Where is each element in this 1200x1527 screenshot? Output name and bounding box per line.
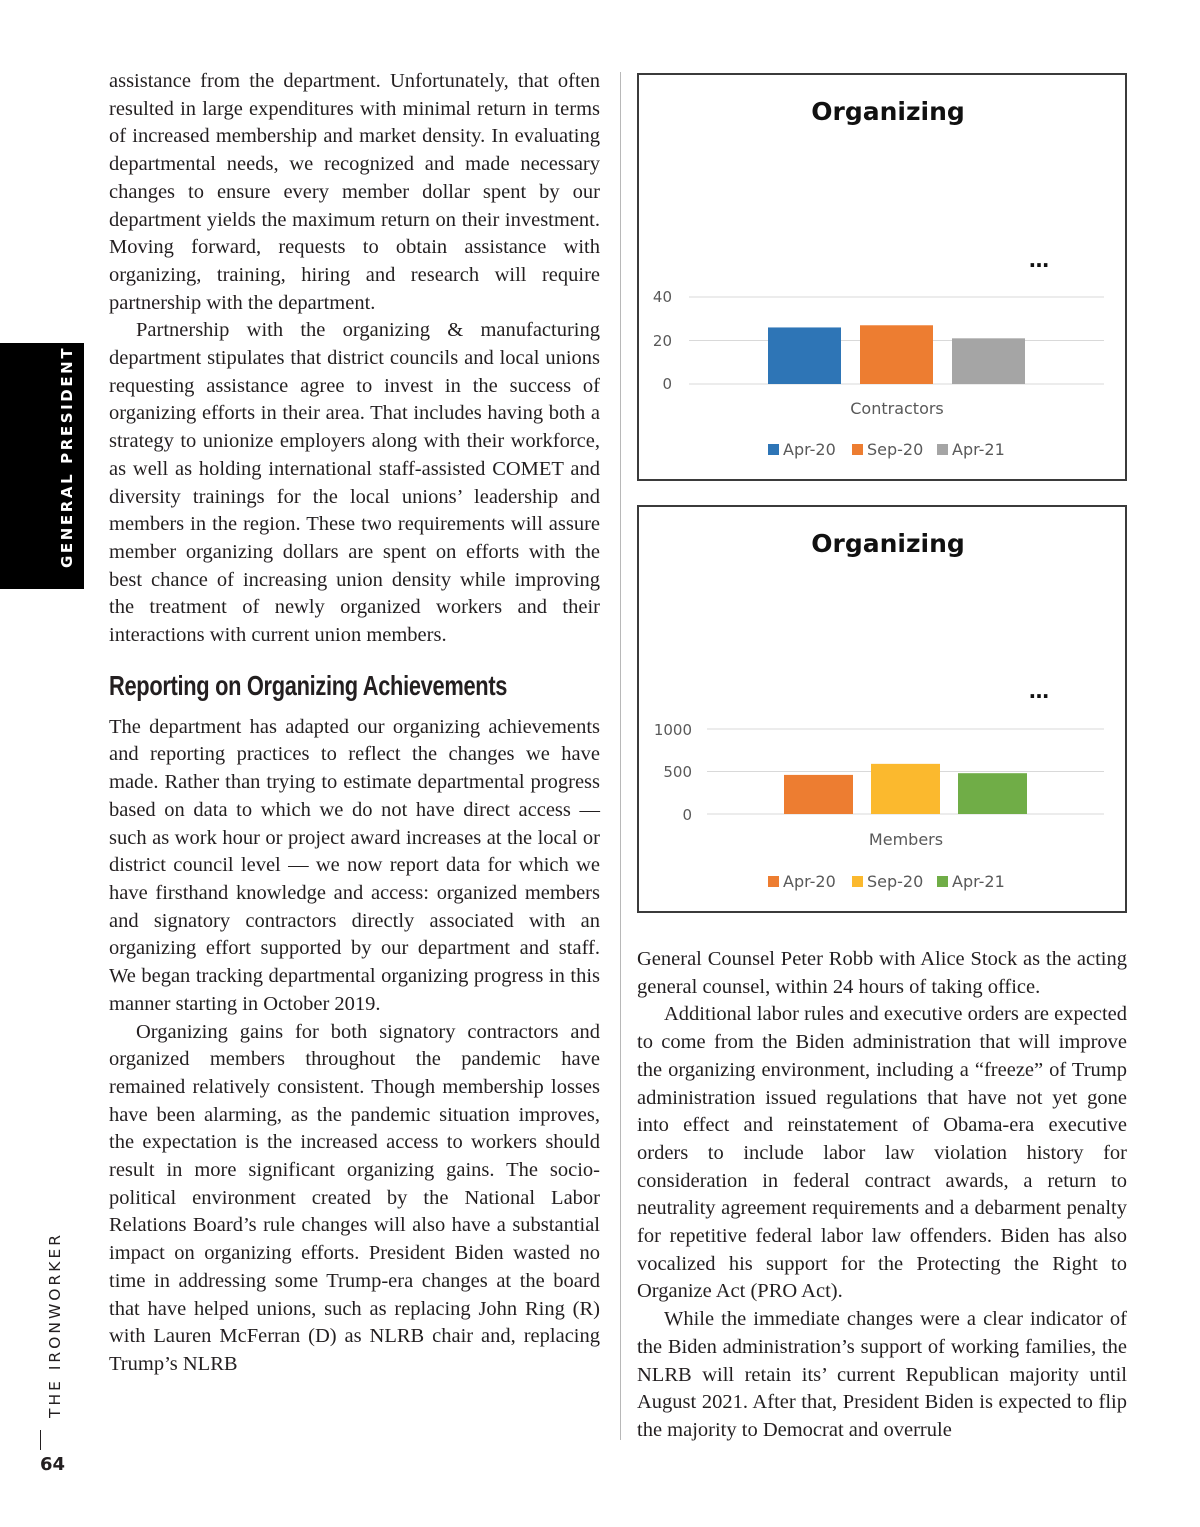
magazine-name: THE IRONWORKER — [46, 1231, 64, 1418]
y-tick-label: 0 — [662, 375, 672, 393]
legend-swatch — [852, 444, 863, 455]
body-paragraph: While the immediate changes were a clear indicator of the Biden administration’s support of working families, the NLRB will retain its’ current Republican majority until August 2021. After that, President Biden is expected to flip the majority to Democrat and overrule — [637, 1308, 1127, 1441]
bar-apr-20 — [768, 327, 841, 384]
y-tick-label: 1000 — [653, 721, 692, 739]
column-divider — [620, 72, 621, 1440]
legend-swatch — [768, 444, 779, 455]
legend-label: Sep-20 — [867, 872, 924, 891]
legend-label: Apr-20 — [783, 872, 836, 891]
right-column — [637, 946, 1127, 1445]
x-category-label: Contractors — [850, 399, 944, 418]
body-paragraph: General Counsel Peter Robb with Alice Stock as the acting general counsel, within 24 hours of taking office. — [637, 948, 1127, 998]
chart-more-icon[interactable]: … — [1029, 679, 1049, 703]
chart-members — [637, 505, 1127, 913]
legend-label: Apr-20 — [783, 440, 836, 459]
legend-swatch — [937, 876, 948, 887]
body-paragraph: Additional labor rules and executive orders are expected to come from the Biden administration that will improve the organizing environment, including a “freeze” of Trump administration issued regulations that have not yet gone into effect and reinstatement of Obama-era executive orders to include labor law violation history for consideration in federal contract awards, a return to neutrality agreement requirements and a debarment penalty for repetitive federal labor law offenders. Biden has also vocalized his support for the Protecting the Right to Organize Act (PRO Act). — [637, 1003, 1127, 1303]
left-column — [109, 68, 600, 1379]
bar-sep-20 — [860, 325, 933, 384]
y-tick-label: 500 — [663, 763, 692, 781]
y-tick-label: 40 — [652, 288, 672, 306]
bar-sep-20 — [871, 764, 940, 814]
page-number-rule — [40, 1430, 41, 1450]
body-paragraph: Organizing gains for both signatory contractors and organized members throughout the pandemic have remained relatively consistent. Though membership losses have been alarming, as the pandemic situation improves, the expectation is the increased access to workers should result in more significant organizing gains. The socio-political environment created by the National Labor Relations Board’s rule changes will also have a substantial impact on organizing efforts. President Biden wasted no time in addressing some Trump-era changes at the board that have helped unions, such as replacing John Ring (R) with Lauren McFerran (D) as NLRB chair and, replacing Trump’s NLRB — [109, 1020, 600, 1375]
legend-swatch — [768, 876, 779, 887]
body-paragraph: Partnership with the organizing & manufacturing department stipulates that district councils and local unions requesting assistance agree to invest in the success of organizing efforts in their area. That includes having both a strategy to unionize employers along with their workforce, as well as holding international staff-assisted COMET and diversity trainings for the local unions’ leadership and members in the region. These two requirements will assure member organizing dollars are spent on efforts with the best chance of increasing union density while improving the treatment of newly organized workers and their interactions with current union members. — [109, 319, 600, 647]
section-label: GENERAL PRESIDENT — [58, 345, 76, 568]
bar-apr-21 — [952, 338, 1025, 384]
legend-label: Apr-21 — [952, 440, 1005, 459]
bar-apr-20 — [784, 775, 853, 814]
body-paragraph: assistance from the department. Unfortunately, that often resulted in large expenditures with minimal return in terms of increased membership and market density. In evaluating departmental needs, we recognized and made necessary changes to ensure every member dollar spent by our department yields the maximum return on their investment. Moving forward, requests to obtain assistance with organizing, training, hiring and research will require partnership with the department. — [109, 70, 600, 314]
legend-label: Apr-21 — [952, 872, 1005, 891]
x-category-label: Members — [868, 830, 944, 849]
legend-swatch — [852, 876, 863, 887]
y-tick-label: 0 — [682, 806, 692, 824]
section-heading: Reporting on Organizing Achievements — [109, 669, 508, 701]
bar-apr-21 — [958, 773, 1027, 814]
chart-more-icon[interactable]: … — [1029, 248, 1049, 272]
chart-title: Organizing — [811, 97, 965, 126]
body-paragraph: The department has adapted our organizing achievements and reporting practices to reflect the changes we have made. Rather than trying to estimate departmental progress based on data to which we do not have direct access — such as work hour or project award increases at the local or district council level — we now report data for which we have firsthand knowledge and access: organized members and signatory contractors directly associated with an organizing effort supported by our department and staff. We began tracking departmental organizing progress in this manner starting in October 2019. — [109, 715, 600, 1015]
chart-title: Organizing — [811, 529, 965, 558]
page-number: 64 — [40, 1454, 66, 1475]
legend-label: Sep-20 — [867, 440, 924, 459]
y-tick-label: 20 — [652, 332, 672, 350]
chart-contractors — [637, 73, 1127, 481]
legend-swatch — [937, 444, 948, 455]
